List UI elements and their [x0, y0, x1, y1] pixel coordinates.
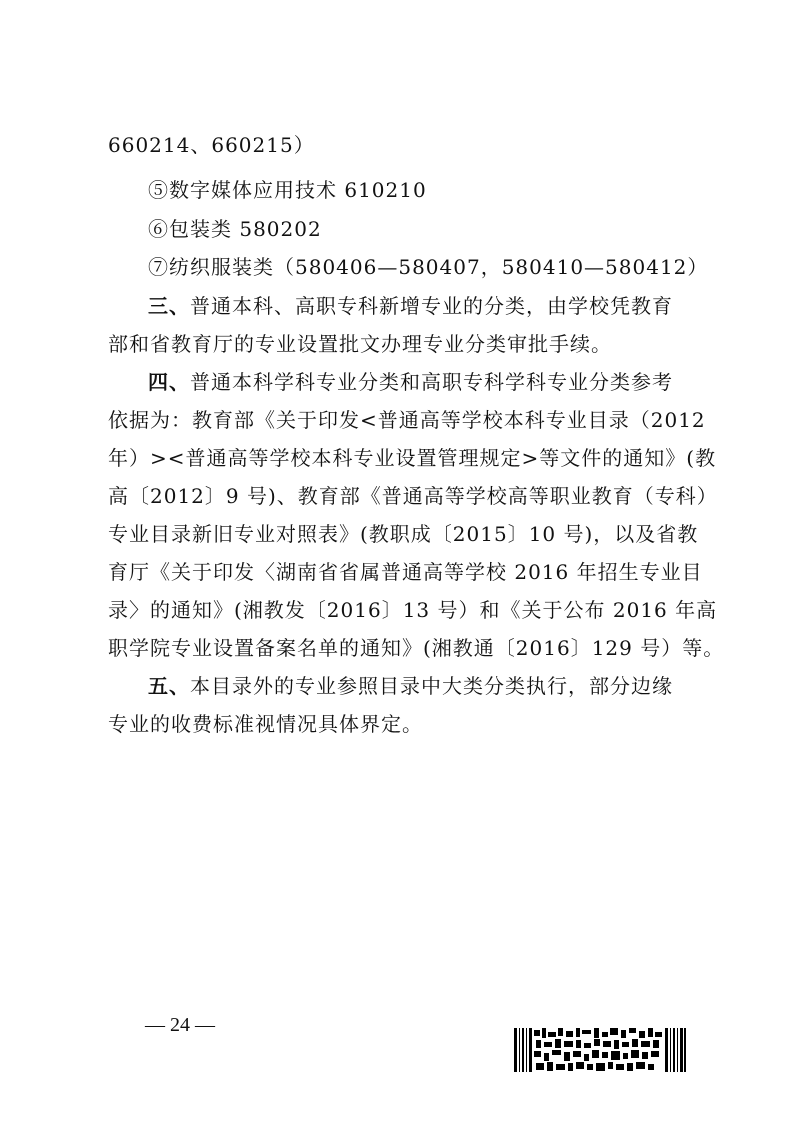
text-line: 职学院专业设置备案名单的通知》(湘教通〔2016〕129 号）等。 — [108, 636, 725, 660]
text-line: 专业目录新旧专业对照表》(教职成〔2015〕10 号)，以及省教 — [108, 522, 699, 546]
section-four-text: 普通本科学科专业分类和高职专科学科专业分类参考 — [190, 370, 673, 394]
section-three-paragraph — [148, 292, 698, 320]
section-five-text: 本目录外的专业参照目录中大类分类执行，部分边缘 — [190, 674, 673, 698]
text-line: 年）><普通高等学校本科专业设置管理规定>等文件的通知》(教 — [108, 446, 717, 470]
section-five-paragraph — [148, 672, 698, 700]
section-three-text: 普通本科、高职专科新增专业的分类，由学校凭教育 — [190, 294, 673, 318]
section-three-heading: 三、 — [148, 294, 190, 318]
text-line: 录〉的通知》(湘教发〔2016〕13 号）和《关于公布 2016 年高 — [108, 598, 718, 622]
text-line: 依据为：教育部《关于印发<普通高等学校本科专业目录（2012 — [108, 408, 706, 432]
text-line: 部和省教育厅的专业设置批文办理专业分类审批手续。 — [108, 332, 612, 356]
section-four-heading: 四、 — [148, 370, 190, 394]
text-line: 育厅《关于印发〈湖南省省属普通高等学校 2016 年招生专业目 — [108, 560, 703, 584]
list-item-5: ⑤数字媒体应用技术 610210 — [148, 178, 427, 202]
text-line: 660214、660215） — [108, 133, 315, 157]
barcode-icon — [514, 1028, 686, 1072]
page-number: — 24 — — [145, 1014, 215, 1036]
list-item-7: ⑦纺织服装类（580406—580407，580410—580412） — [148, 255, 709, 279]
list-item-6: ⑥包装类 580202 — [148, 217, 322, 241]
text-line: 高〔2012〕9 号)、教育部《普通高等学校高等职业教育（专科） — [108, 484, 718, 508]
section-five-heading: 五、 — [148, 674, 190, 698]
text-line: 专业的收费标准视情况具体界定。 — [108, 712, 423, 736]
section-four-paragraph — [148, 368, 698, 396]
